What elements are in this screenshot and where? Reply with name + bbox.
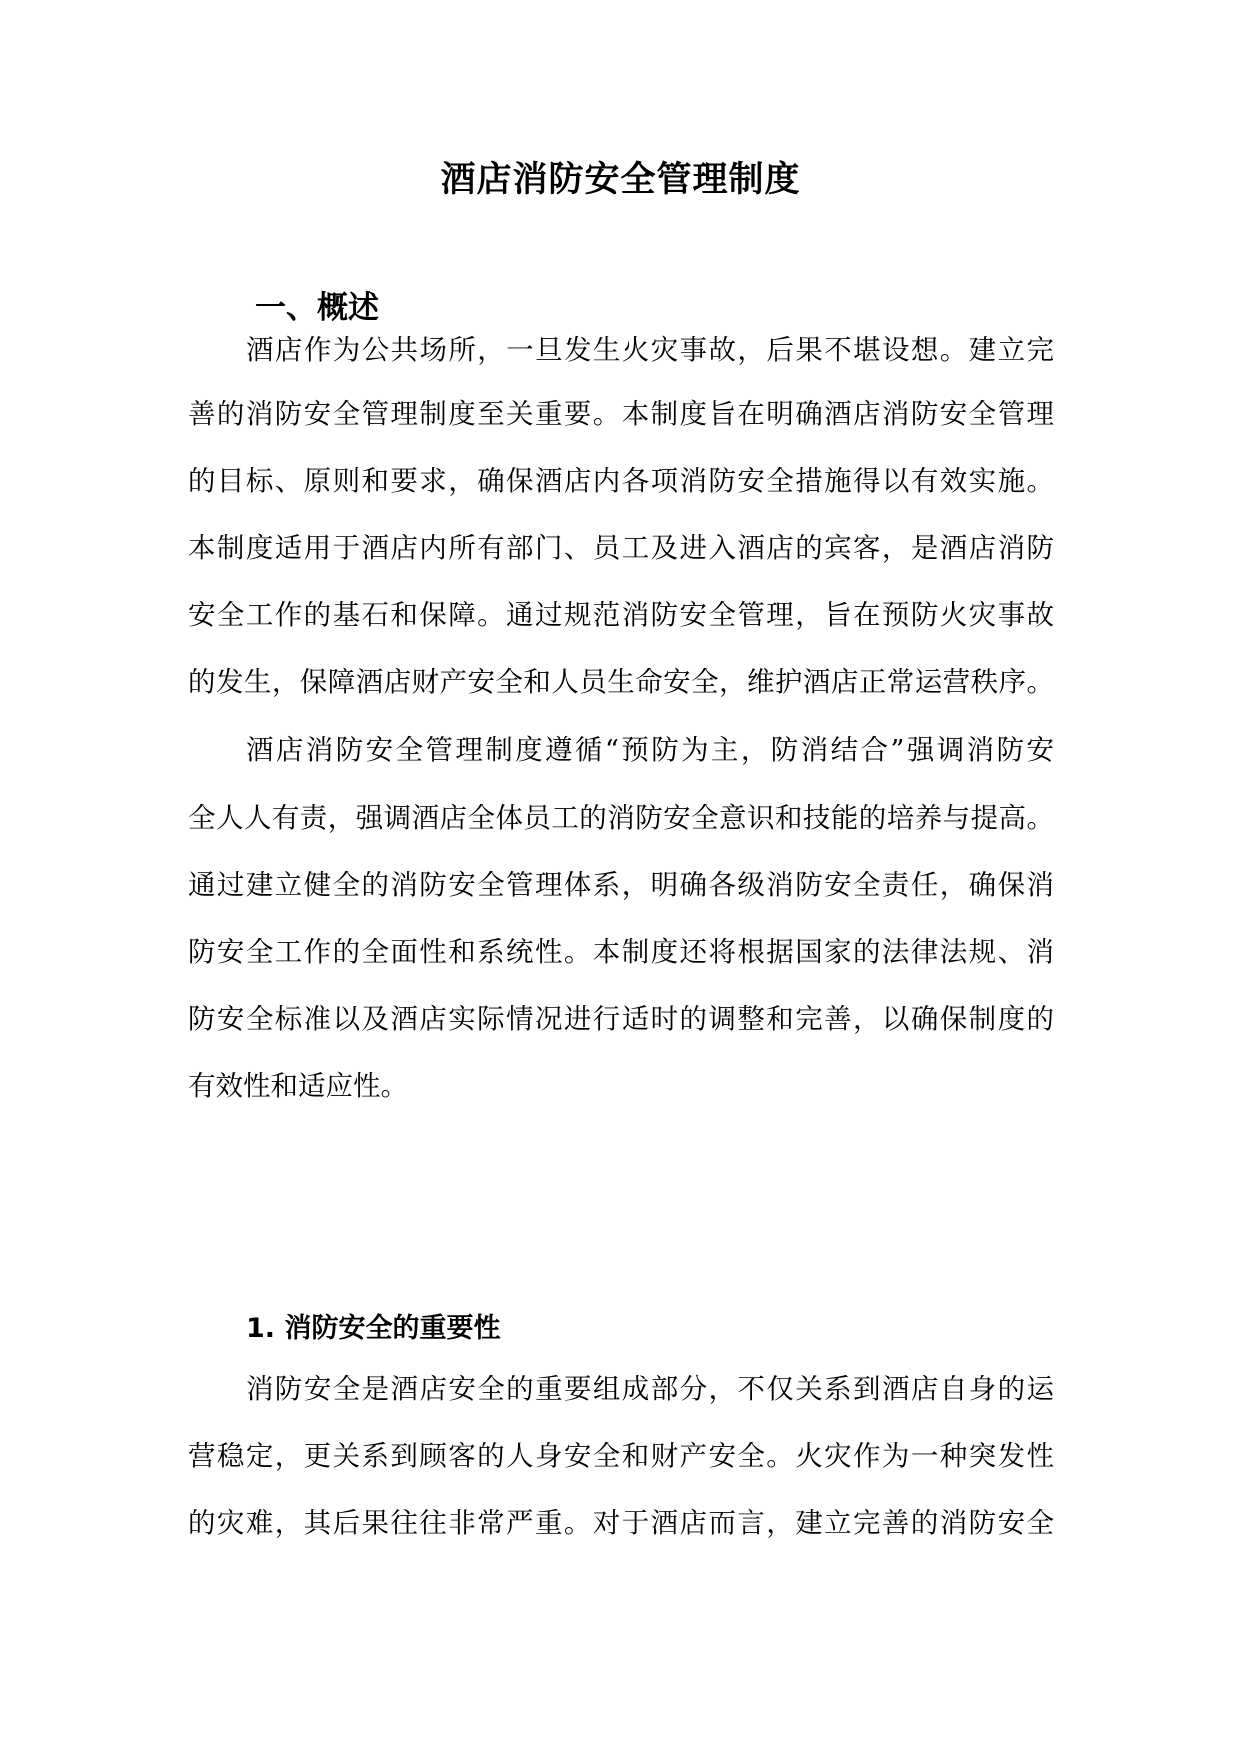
text-line: 防安全标准以及酒店实际情况进行适时的调整和完善，以确保制度的 [188, 1003, 1054, 1035]
section-heading-overview: 一、概述 [255, 290, 379, 326]
text-line: 的灾难，其后果往往非常严重。对于酒店而言，建立完善的消防安全 [188, 1507, 1054, 1539]
text-line: 营稳定，更关系到顾客的人身安全和财产安全。火灾作为一种突发性 [188, 1440, 1054, 1472]
text-line: 本制度适用于酒店内所有部门、员工及进入酒店的宾客，是酒店消防 [188, 532, 1054, 564]
text-line: 有效性和适应性。 [188, 1070, 408, 1102]
text-line: 的目标、原则和要求，确保酒店内各项消防安全措施得以有效实施。 [188, 465, 1054, 497]
subsection-heading-importance: 1. 消防安全的重要性 [246, 1313, 501, 1344]
text-line: 防安全工作的全面性和系统性。本制度还将根据国家的法律法规、消 [188, 936, 1054, 968]
text-line: 全人人有责，强调酒店全体员工的消防安全意识和技能的培养与提高。 [188, 802, 1054, 834]
text-line: 安全工作的基石和保障。通过规范消防安全管理，旨在预防火灾事故 [188, 599, 1054, 631]
text-line: 善的消防安全管理制度至关重要。本制度旨在明确酒店消防安全管理 [188, 398, 1054, 430]
text-line: 通过建立健全的消防安全管理体系，明确各级消防安全责任，确保消 [188, 869, 1054, 901]
document-title: 酒店消防安全管理制度 [440, 159, 801, 200]
text-line: 酒店作为公共场所，一旦发生火灾事故，后果不堪设想。建立完 [246, 334, 1054, 366]
text-line: 消防安全是酒店安全的重要组成部分，不仅关系到酒店自身的运 [246, 1373, 1054, 1405]
text-line: 酒店消防安全管理制度遵循“预防为主，防消结合”强调消防安 [246, 734, 1054, 766]
text-line: 的发生，保障酒店财产安全和人员生命安全，维护酒店正常运营秩序。 [188, 666, 1054, 698]
